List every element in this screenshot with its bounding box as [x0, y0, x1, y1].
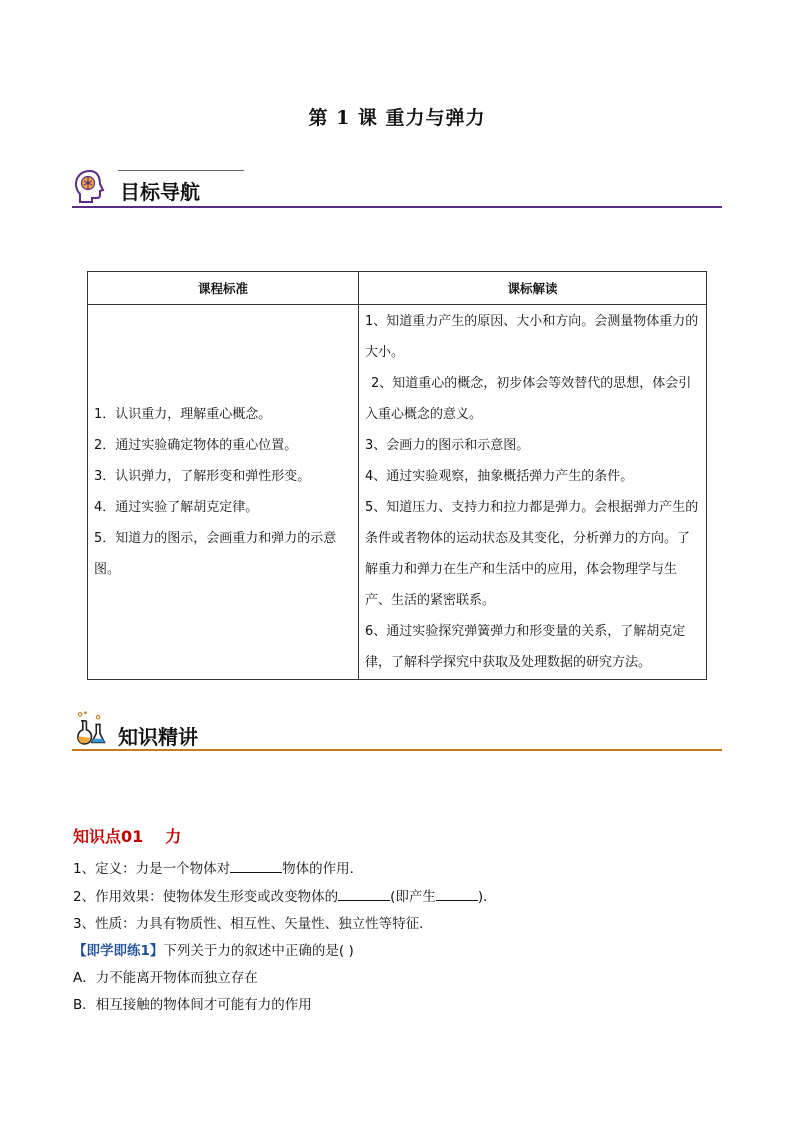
- brain-icon: [72, 168, 108, 204]
- effect-text: 2、作用效果：使物体发生形变或改变物体的: [73, 889, 339, 905]
- section-title: 知识精讲: [118, 725, 198, 749]
- page-title: 第 1 课 重力与弹力: [308, 107, 486, 129]
- fill-blank: [338, 886, 390, 901]
- knowledge-point-title: [73, 824, 181, 847]
- interpretation-cell: [359, 305, 707, 680]
- practice-question: [73, 939, 354, 959]
- definition-line: [73, 857, 363, 877]
- standard-item: 3．认识弹力，了解形变和弹性形变。: [94, 469, 311, 484]
- knowledge-point-name: 力: [165, 827, 182, 846]
- effect-text: (即产生: [390, 889, 436, 905]
- standards-cell: [88, 305, 359, 680]
- practice-question-text: 下列关于力的叙述中正确的是( ): [163, 943, 354, 959]
- option-a: A．力不能离开物体而独立存在: [73, 970, 258, 986]
- definition-text: 物体的作用．: [282, 861, 364, 877]
- standard-item: 2．通过实验确定物体的重心位置。: [94, 438, 298, 453]
- effect-line: [73, 885, 497, 905]
- definition-text: 1、定义：力是一个物体对: [73, 861, 231, 877]
- interpretation-item: 3、会画力的图示和示意图。: [365, 438, 530, 453]
- table-header-standard: 课程标准: [88, 272, 359, 305]
- interpretation-item: 6、通过实验探究弹簧弹力和形变量的关系，了解胡克定律，了解科学探究中获取及处理数据的研究方法。: [365, 624, 686, 670]
- interpretation-item: 1、知道重力产生的原因、大小和方向。会测量物体重力的大小。: [365, 314, 699, 360]
- table-header-interpretation: 课标解读: [359, 272, 707, 305]
- property-line: 3、性质：力具有物质性、相互性、矢量性、独立性等特征．: [73, 916, 433, 932]
- section-title: 目标导航: [120, 180, 200, 204]
- interpretation-item: 5、知道压力、支持力和拉力都是弹力。会根据弹力产生的条件或者物体的运动状态及其变化，分析弹力的方向。了解重力和弹力在生产和生活中的应用，体会物理学与生产、生活的紧密联系。: [365, 500, 699, 608]
- option-b: B．相互接触的物体间才可能有力的作用: [73, 997, 312, 1013]
- interpretation-item: 4、通过实验观察，抽象概括弹力产生的条件。: [365, 469, 634, 484]
- practice-tag: 【即学即练1】: [73, 943, 164, 959]
- interpretation-item: 2、知道重心的概念，初步体会等效替代的思想，体会引入重心概念的意义。: [365, 376, 692, 422]
- standard-item: 4．通过实验了解胡克定律。: [94, 500, 259, 515]
- knowledge-point-number: 知识点01: [73, 827, 144, 846]
- section-underline: [72, 749, 722, 751]
- section-header-knowledge: [72, 710, 722, 754]
- effect-text: )．: [477, 889, 497, 905]
- section-header-goals: [72, 166, 722, 210]
- fill-blank: [230, 858, 282, 873]
- header-rule: [118, 170, 244, 171]
- lab-flask-icon: [72, 710, 108, 746]
- section-underline: [72, 206, 722, 208]
- curriculum-table: [87, 271, 707, 680]
- fill-blank: [436, 886, 478, 901]
- standard-item: 1．认识重力，理解重心概念。: [94, 407, 272, 422]
- standard-item: 5．知道力的图示，会画重力和弹力的示意图。: [94, 531, 337, 577]
